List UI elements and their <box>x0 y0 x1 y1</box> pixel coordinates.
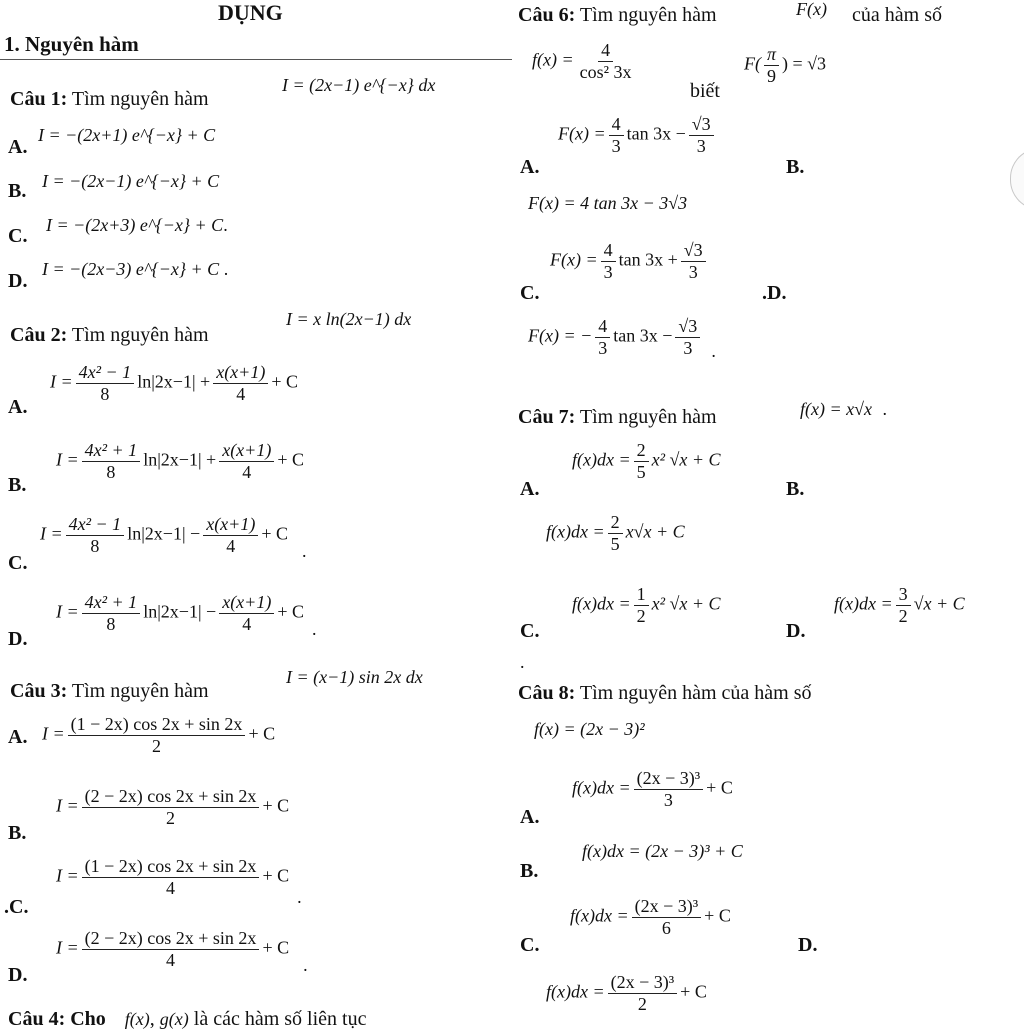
section-divider <box>0 59 512 60</box>
q2-option-d-letter[interactable]: D. <box>8 628 28 650</box>
question-6-function: f(x) = $\frac{4}{\text{cos² 3x}}$ <box>532 40 632 82</box>
q2-option-c-letter[interactable]: C. <box>8 552 28 574</box>
q7-option-d[interactable]: f(x)dx = $\frac{3}{2}$ √x + C <box>834 584 965 626</box>
q6-option-a[interactable]: F(x) = $\frac{4}{3}$ tan 3x − $\frac{√3}{3}$ <box>558 114 717 156</box>
question-4-partial: Câu 4: Cho f(x), g(x) là các hàm số liên tục <box>8 1008 367 1030</box>
q7-option-c[interactable]: f(x)dx = $\frac{1}{2}$ x² √x + C <box>572 584 721 626</box>
q1-option-c[interactable]: I = −(2x+3) e^{−x} + C. <box>46 215 228 235</box>
question-6-fx: F(x) <box>796 0 827 19</box>
question-6-know: biết <box>690 80 720 102</box>
q7-option-a[interactable]: f(x)dx = $\frac{2}{5}$ x² √x + C <box>572 440 721 482</box>
q7-option-b-letter[interactable]: B. <box>786 478 805 500</box>
section-fragment-heading: DỤNG <box>218 0 283 25</box>
question-6-condition: F( $\frac{\pi}{9}$ ) = √3 <box>744 44 827 86</box>
q7-option-b[interactable]: f(x)dx = $\frac{2}{5}$ x√x + C <box>546 512 685 554</box>
q6-option-b[interactable]: F(x) = 4 tan 3x − 3√3 <box>528 193 688 213</box>
q6-option-c[interactable]: F(x) = $\frac{4}{3}$ tan 3x + $\frac{√3}{3}$ <box>550 240 709 282</box>
q1-option-c-letter[interactable]: C. <box>8 225 28 247</box>
q1-option-d[interactable]: I = −(2x−3) e^{−x} + C . <box>42 259 229 279</box>
q6-option-b-letter[interactable]: B. <box>786 156 805 178</box>
question-6-title: Câu 6: Tìm nguyên hàm <box>518 4 717 26</box>
q8-option-a-letter[interactable]: A. <box>520 806 540 828</box>
stray-dot: . <box>520 652 525 672</box>
question-7-title: Câu 7: Tìm nguyên hàm <box>518 406 717 428</box>
q1-option-b[interactable]: I = −(2x−1) e^{−x} + C <box>42 171 220 191</box>
q3-option-a[interactable]: I = $\frac{(1 - 2x) \cos 2x + \sin 2x}{2}$ + C <box>42 714 276 756</box>
q2-option-a[interactable]: I = $\frac{\text{4x² − 1}}{8}$ ln|2x−1| + $\frac{x(x+1)}{4}$ + C <box>50 362 298 404</box>
q6-option-a-letter[interactable]: A. <box>520 156 540 178</box>
q8-option-d[interactable]: f(x)dx = $\frac{\text{(2x − 3)³}}{2}$ + C <box>546 972 707 1014</box>
q6-option-c-letter[interactable]: C. <box>520 282 540 304</box>
q3-option-b-letter[interactable]: B. <box>8 822 27 844</box>
q7-option-c-letter[interactable]: C. <box>520 620 540 642</box>
q3-option-a-letter[interactable]: A. <box>8 726 28 748</box>
q1-option-d-letter[interactable]: D. <box>8 270 28 292</box>
q3-option-c-letter[interactable]: .C. <box>4 896 29 918</box>
q3-option-c[interactable]: I = $\frac{(1 - 2x) \cos 2x + \sin 2x}{4}$ + C. <box>56 856 302 908</box>
q1-option-a-letter[interactable]: A. <box>8 136 28 158</box>
question-7-function: f(x) = x√x . <box>800 399 887 419</box>
question-3-integral: I = (x−1) sin 2x dx <box>286 667 423 687</box>
q7-option-a-letter[interactable]: A. <box>520 478 540 500</box>
q8-option-d-letter[interactable]: D. <box>798 934 818 956</box>
q6-option-d[interactable]: F(x) = − $\frac{4}{3}$ tan 3x − $\frac{√3}{3}$ . <box>528 316 716 362</box>
question-1-integral: I = (2x−1) e^{−x} dx <box>282 75 436 95</box>
question-8-function: f(x) = (2x − 3)² <box>534 719 645 739</box>
section-title: 1. Nguyên hàm <box>4 32 139 56</box>
q8-option-c[interactable]: f(x)dx = $\frac{\text{(2x − 3)³}}{6}$ + C <box>570 896 731 938</box>
q8-option-c-letter[interactable]: C. <box>520 934 540 956</box>
question-8-title: Câu 8: Tìm nguyên hàm của hàm số <box>518 682 812 704</box>
side-scroll-tab[interactable] <box>1010 148 1024 210</box>
q3-option-b[interactable]: I = $\frac{(2 - 2x) \cos 2x + \sin 2x}{2}$ + C <box>56 786 290 828</box>
q3-option-d-letter[interactable]: D. <box>8 964 28 986</box>
q2-option-a-letter[interactable]: A. <box>8 396 28 418</box>
q2-option-b[interactable]: I = $\frac{\text{4x² + 1}}{8}$ ln|2x−1| + $\frac{x(x+1)}{4}$ + C <box>56 440 304 482</box>
q6-option-d-letter[interactable]: .D. <box>762 282 787 304</box>
question-6-tail: của hàm số <box>852 4 942 26</box>
question-1-title: Câu 1: Tìm nguyên hàm <box>10 88 209 110</box>
question-2-integral: I = x ln(2x−1) dx <box>286 309 412 329</box>
q1-option-a[interactable]: I = −(2x+1) e^{−x} + C <box>38 125 216 145</box>
question-3-title: Câu 3: Tìm nguyên hàm <box>10 680 209 702</box>
q2-option-d[interactable]: I = $\frac{\text{4x² + 1}}{8}$ ln|2x−1| − $\frac{x(x+1)}{4}$ + C. <box>56 592 317 640</box>
question-2-title: Câu 2: Tìm nguyên hàm <box>10 324 209 346</box>
q1-option-b-letter[interactable]: B. <box>8 180 27 202</box>
q8-option-b[interactable]: f(x)dx = (2x − 3)³ + C <box>582 841 743 861</box>
q3-option-d[interactable]: I = $\frac{(2 - 2x) \cos 2x + \sin 2x}{4}$ + C. <box>56 928 308 976</box>
q7-option-d-letter[interactable]: D. <box>786 620 806 642</box>
q8-option-a[interactable]: f(x)dx = $\frac{\text{(2x − 3)³}}{3}$ + C <box>572 768 733 810</box>
q2-option-c[interactable]: I = $\frac{\text{4x² − 1}}{8}$ ln|2x−1| − $\frac{x(x+1)}{4}$ + C. <box>40 514 307 562</box>
q8-option-b-letter[interactable]: B. <box>520 860 539 882</box>
q2-option-b-letter[interactable]: B. <box>8 474 27 496</box>
